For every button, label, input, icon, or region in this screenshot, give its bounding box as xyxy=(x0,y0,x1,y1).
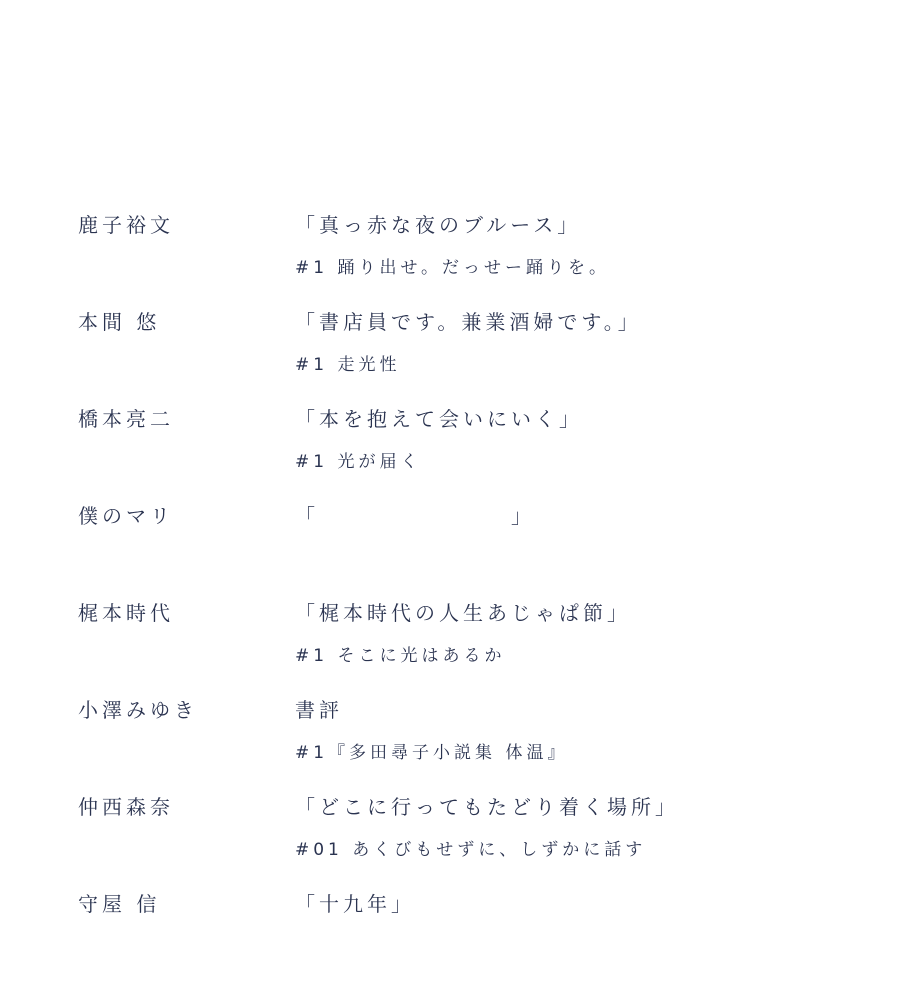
author-name: 守屋 信 xyxy=(78,892,161,916)
work-title: 「梶本時代の人生あじゃぱ節」 xyxy=(295,601,631,625)
work-subtitle: #1 走光性 xyxy=(295,355,401,375)
work-title: 「真っ赤な夜のブルース」 xyxy=(295,213,582,237)
work-subtitle: #1 踊り出せ。だっせー踊りを。 xyxy=(295,258,610,278)
toc-list xyxy=(78,213,858,989)
work-block xyxy=(295,407,858,472)
work-block xyxy=(295,892,858,916)
work-block xyxy=(295,310,858,375)
work-subtitle: #1『多田尋子小説集 体温』 xyxy=(295,743,569,763)
work-subtitle: #01 あくびもせずに、しずかに話す xyxy=(295,840,647,860)
work-title: 「どこに行ってもたどり着く場所」 xyxy=(295,795,679,819)
author-name: 橋本亮二 xyxy=(78,407,174,431)
work-block xyxy=(295,213,858,278)
toc-entry xyxy=(78,504,858,601)
work-title: 書評 xyxy=(295,698,343,722)
work-block xyxy=(295,698,858,763)
author-name: 僕のマリ xyxy=(78,504,174,528)
author-name: 鹿子裕文 xyxy=(78,213,174,237)
author-name: 梶本時代 xyxy=(78,601,174,625)
toc-entry xyxy=(78,310,858,407)
work-subtitle: #1 そこに光はあるか xyxy=(295,646,506,666)
toc-entry xyxy=(78,698,858,795)
toc-entry xyxy=(78,795,858,892)
work-block xyxy=(295,795,858,860)
work-block xyxy=(295,504,858,528)
work-title: 「十九年」 xyxy=(295,892,415,916)
work-block xyxy=(295,601,858,666)
toc-entry xyxy=(78,601,858,698)
author-name: 小澤みゆき xyxy=(78,698,198,722)
toc-entry xyxy=(78,407,858,504)
work-title-empty: 「 」 xyxy=(295,504,535,528)
work-title: 「本を抱えて会いにいく」 xyxy=(295,407,583,431)
work-subtitle: #1 光が届く xyxy=(295,452,422,472)
work-title: 「書店員です。兼業酒婦です。」 xyxy=(295,310,642,334)
toc-entry xyxy=(78,213,858,310)
toc-entry xyxy=(78,892,858,989)
author-name: 本間 悠 xyxy=(78,310,161,334)
author-name: 仲西森奈 xyxy=(78,795,174,819)
